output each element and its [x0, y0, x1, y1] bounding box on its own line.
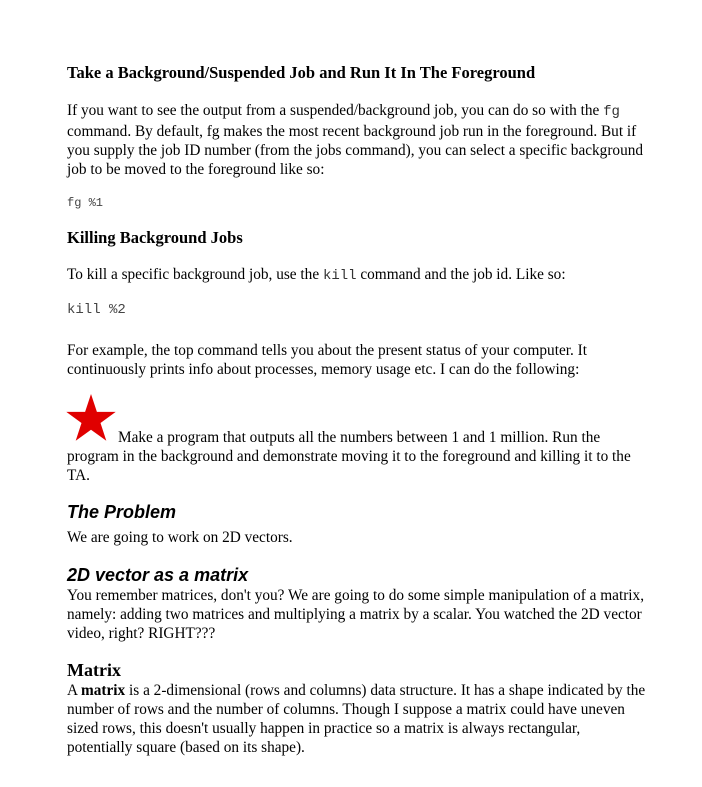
paragraph-killing [67, 265, 647, 286]
bold-term-matrix: matrix [81, 682, 126, 699]
heading-2d-vector: 2D vector as a matrix [67, 565, 249, 585]
text: A [67, 682, 82, 699]
code-block-fg: fg %1 [67, 196, 104, 210]
section-heading-foreground: Take a Background/Suspended Job and Run It In The Foreground [67, 63, 536, 82]
code-block-kill: kill %2 [67, 302, 126, 318]
paragraph-problem: We are going to work on 2D vectors. [67, 529, 293, 546]
text: is a 2-dimensional (rows and columns) data structure. It has a shape indicated by the number of rows and the number of columns. Though I suppose a matrix could have uneven sized rows, this doesn't usually happen in practice so a matrix is always rectangular, potentially square (based on its shape). [67, 682, 646, 756]
inline-code-kill: kill [322, 268, 357, 284]
text: command. By default, fg makes the most recent background job run in the foreground. But if you supply the job ID number (from the jobs command), you can select a specific background job to be moved to the foreground like so: [67, 123, 644, 178]
text: To kill a specific background job, use the [67, 266, 323, 283]
heading-matrix: Matrix [67, 660, 121, 680]
inline-code-fg: fg [603, 104, 620, 120]
task-text: Make a program that outputs all the numbers between 1 and 1 million. Run the program in the background and demonstrate moving it to the foreground and killing it to the TA. [67, 429, 631, 484]
text: If you want to see the output from a suspended/background job, you can do so with the [67, 102, 604, 119]
paragraph-matrix [67, 681, 647, 757]
heading-the-problem: The Problem [67, 502, 177, 522]
paragraph-2d-vector: You remember matrices, don't you? We are going to do some simple manipulation of a matrix, namely: adding two matrices and multiplying a matrix by a scalar. You watched the 2D vector video, right? RIGHT??? [67, 587, 645, 642]
paragraph-foreground [67, 101, 647, 179]
paragraph-top-command: For example, the top command tells you about the present status of your computer. It continuously prints info about processes, memory usage etc. I can do the following: [67, 342, 587, 378]
text: command and the job id. Like so: [356, 266, 566, 283]
section-heading-killing: Killing Background Jobs [67, 228, 243, 247]
